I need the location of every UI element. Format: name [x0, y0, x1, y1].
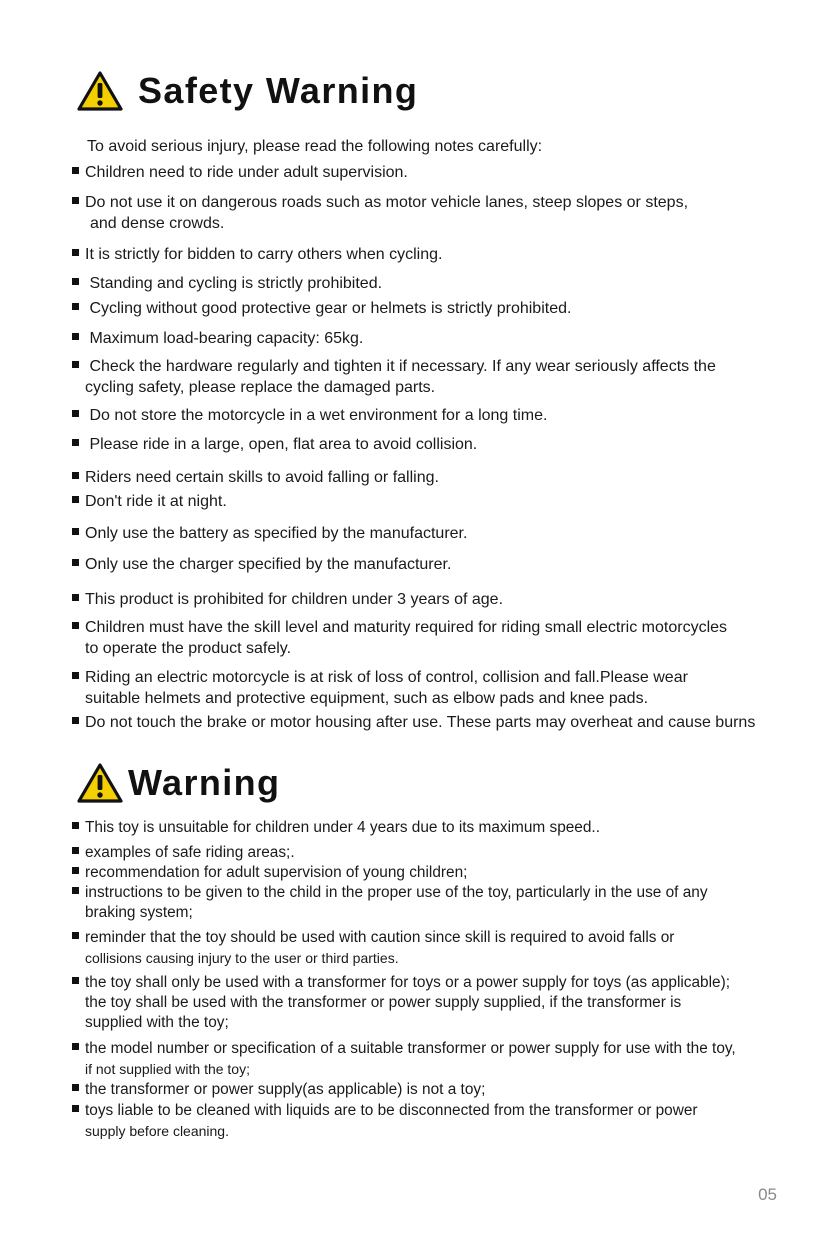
list-item: Riding an electric motorcycle is at risk of loss of control, collision and fall.Please wear suitable helmets and protective equipment, such as elbow pads and knee pads. [72, 667, 688, 709]
bullet-square [72, 594, 79, 601]
bullet-square [72, 410, 79, 417]
list-item: the transformer or power supply(as applicable) is not a toy; [72, 1080, 485, 1100]
safety-warning-heading [76, 70, 418, 112]
intro-text: To avoid serious injury, please read the following notes carefully: [87, 138, 543, 155]
page-title: Safety Warning [138, 70, 419, 111]
bullet-square [72, 496, 79, 503]
bullet-square [72, 977, 79, 984]
bullet-square [72, 559, 79, 566]
list-item: the model number or specification of a suitable transformer or power supply for use with the toy, if not supplied with the toy; [72, 1039, 736, 1079]
list-item: Do not store the motorcycle in a wet environment for a long time. [72, 405, 547, 426]
list-item: Do not use it on dangerous roads such as motor vehicle lanes, steep slopes or steps, and dense crowds. [72, 192, 688, 234]
bullet-square [72, 333, 79, 340]
bullet-square [72, 528, 79, 535]
bullet-square [72, 1043, 79, 1050]
bullet-square [72, 847, 79, 854]
list-item: Only use the charger specified by the manufacturer. [72, 554, 451, 575]
list-item: Check the hardware regularly and tighten it if necessary. If any wear seriously affects the cycling safety, please replace the damaged parts. [72, 356, 716, 398]
list-item: Children must have the skill level and maturity required for riding small electric motorcycles to operate the product safely. [72, 617, 727, 659]
warning-triangle-icon [76, 762, 124, 804]
bullet-square [72, 822, 79, 829]
list-item: examples of safe riding areas;. [72, 843, 295, 863]
bullet-square [72, 672, 79, 679]
bullet-square [72, 932, 79, 939]
list-item: It is strictly for bidden to carry others when cycling. [72, 244, 442, 265]
list-item: Don't ride it at night. [72, 491, 227, 512]
list-item: Children need to ride under adult supervision. [72, 162, 408, 183]
warning-heading [76, 762, 280, 804]
list-item: Cycling without good protective gear or helmets is strictly prohibited. [72, 298, 571, 319]
page-number: 05 [758, 1185, 777, 1204]
bullet-square [72, 717, 79, 724]
bullet-square [72, 197, 79, 204]
bullet-square [72, 303, 79, 310]
list-item: This product is prohibited for children under 3 years of age. [72, 589, 503, 610]
bullet-square [72, 867, 79, 874]
bullet-square [72, 1105, 79, 1112]
list-item: Do not touch the brake or motor housing after use. These parts may overheat and cause burns [72, 712, 755, 733]
bullet-square [72, 472, 79, 479]
list-item: Only use the battery as specified by the manufacturer. [72, 523, 467, 544]
bullet-square [72, 361, 79, 368]
bullet-square [72, 439, 79, 446]
list-item: toys liable to be cleaned with liquids are to be disconnected from the transformer or power supply before cleaning. [72, 1101, 698, 1141]
bullet-square [72, 622, 79, 629]
bullet-square [72, 278, 79, 285]
list-item: Standing and cycling is strictly prohibited. [72, 273, 382, 294]
list-item: Maximum load-bearing capacity: 65kg. [72, 328, 363, 349]
bullet-square [72, 249, 79, 256]
bullet-square [72, 887, 79, 894]
list-item: recommendation for adult supervision of young children; [72, 863, 467, 883]
list-item: reminder that the toy should be used with caution since skill is required to avoid falls or collisions causing injury to the user or third parties. [72, 928, 674, 968]
list-item: This toy is unsuitable for children under 4 years due to its maximum speed.. [72, 818, 600, 838]
list-item: the toy shall only be used with a transformer for toys or a power supply for toys (as applicable); the toy shall be used with the transformer or power supply supplied, if the transformer is supplied with the toy; [72, 973, 730, 1033]
warning-triangle-icon [76, 70, 124, 112]
bullet-square [72, 167, 79, 174]
list-item: instructions to be given to the child in the proper use of the toy, particularly in the use of any braking system; [72, 883, 708, 923]
section-title: Warning [128, 762, 281, 803]
bullet-square [72, 1084, 79, 1091]
list-item: Please ride in a large, open, flat area to avoid collision. [72, 434, 477, 455]
list-item: Riders need certain skills to avoid falling or falling. [72, 467, 439, 488]
